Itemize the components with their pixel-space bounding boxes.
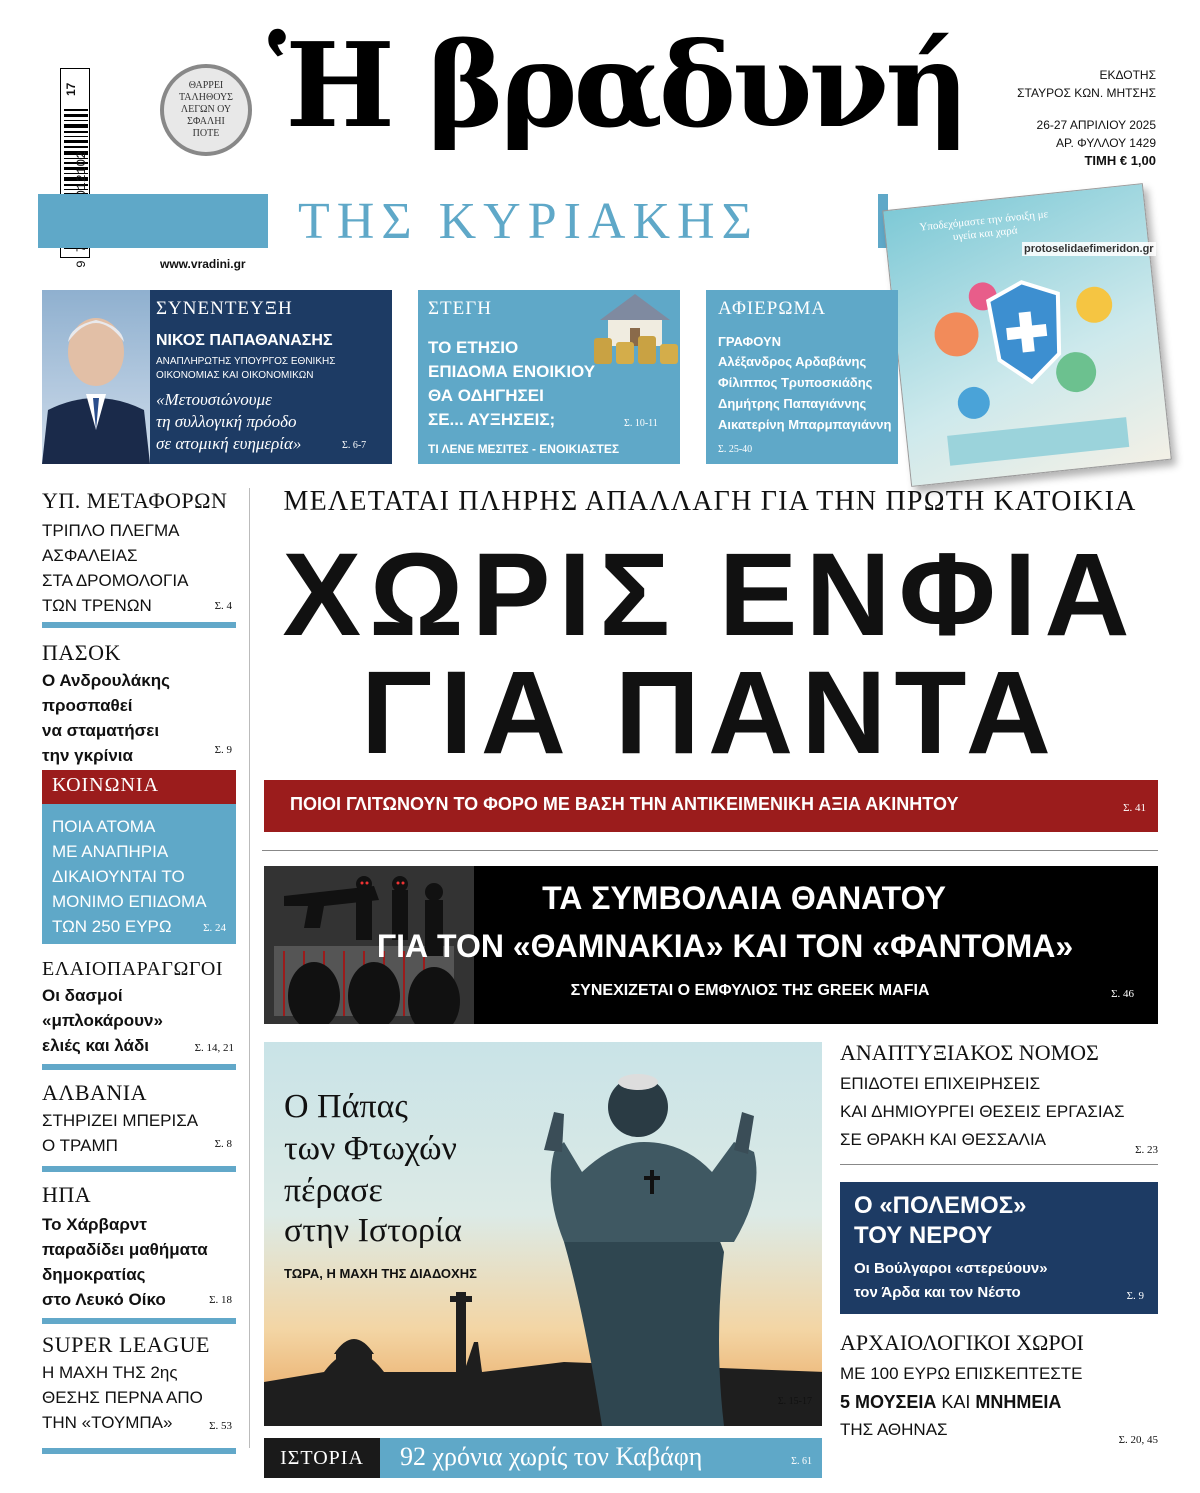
housing-line-1: ΤΟ ΕΤΗΣΙΟ (428, 338, 519, 357)
water-line-2: ΤΟΥ ΝΕΡΟΥ (854, 1222, 993, 1249)
right-dev[interactable] (840, 1040, 1158, 1154)
sidebar-albania-page: Σ. 8 (214, 1138, 232, 1150)
sidebar-superleague-head: SUPER LEAGUE (42, 1332, 210, 1357)
sidebar-pasok-head: ΠΑΣΟΚ (42, 640, 121, 665)
sidebar-albania-head: ΑΛΒΑΝΙΑ (42, 1080, 148, 1105)
issue-date: 26-27 ΑΠΡΙΛΙΟΥ 2025 (1036, 118, 1156, 132)
sidebar-olive-line: «μπλοκάρουν» (42, 1011, 163, 1030)
right-dev-head: ΑΝΑΠΤΥΞΙΑΚΟΣ ΝΟΜΟΣ (840, 1040, 1099, 1065)
sidebar-society-line: ΠΟΙΑ ΑΤΟΜΑ (52, 817, 156, 836)
sidebar-pasok[interactable] (42, 640, 236, 768)
sidebar-pasok-line: Ο Ανδρουλάκης (42, 671, 170, 690)
divider (42, 1166, 236, 1172)
tribute-writer-3: Δημήτρης Παπαγιάννης (718, 396, 867, 411)
sidebar-transport-line: ΑΣΦΑΛΕΙΑΣ (42, 546, 138, 565)
tribute-label: ΑΦΙΕΡΩΜΑ (718, 298, 827, 319)
pope-sub: ΤΩΡΑ, Η ΜΑΧΗ ΤΗΣ ΔΙΑΔΟΧΗΣ (284, 1266, 477, 1281)
website[interactable]: www.vradini.gr (160, 257, 246, 271)
sidebar-transport-line: ΣΤΑ ΔΡΟΜΟΛΟΓΙΑ (42, 571, 189, 590)
publisher-block (990, 66, 1156, 170)
right-dev-line: ΚΑΙ ΔΗΜΙΟΥΡΓΕΙ ΘΕΣΕΙΣ ΕΡΓΑΣΙΑΣ (840, 1102, 1125, 1121)
water-box[interactable] (840, 1182, 1158, 1314)
right-dev-line: ΣΕ ΘΡΑΚΗ ΚΑΙ ΘΕΣΣΑΛΙΑ (840, 1130, 1047, 1149)
sidebar-society-line: ΔΙΚΑΙΟΥΝΤΑΙ ΤΟ (52, 867, 185, 886)
interview-page: Σ. 6-7 (342, 440, 367, 451)
mafia-line-1: ΤΑ ΣΥΜΒΟΛΑΙΑ ΘΑΝΑΤΟΥ (542, 880, 946, 916)
sidebar-olive-page: Σ. 14, 21 (194, 1042, 234, 1054)
mafia-box[interactable] (264, 866, 1158, 1024)
magazine-promo[interactable] (882, 183, 1172, 487)
sidebar-society-head: ΚΟΙΝΩΝΙΑ (42, 770, 236, 804)
sidebar-usa-page: Σ. 18 (209, 1294, 232, 1306)
red-bar-text: ΠΟΙΟΙ ΓΛΙΤΩΝΟΥΝ ΤΟ ΦΟΡΟ ΜΕ ΒΑΣΗ ΤΗΝ ΑΝΤΙΚΕΙΜΕΝΙΚΗ ΑΞΙΑ ΑΚΙΝΗΤΟΥ (290, 794, 959, 814)
sidebar-society-page: Σ. 24 (203, 922, 226, 934)
water-sub-1: Οι Βούλγαροι «στερεύουν» (854, 1260, 1048, 1277)
publisher-name: ΣΤΑΥΡΟΣ ΚΩΝ. ΜΗΤΣΗΣ (1017, 86, 1156, 100)
right-arch[interactable] (840, 1330, 1158, 1444)
sidebar-superleague[interactable] (42, 1332, 236, 1435)
housing-label: ΣΤΕΓΗ (428, 298, 492, 319)
water-line-1: Ο «ΠΟΛΕΜΟΣ» (854, 1192, 1027, 1219)
right-arch-line-3: ΤΗΣ ΑΘΗΝΑΣ (840, 1420, 948, 1439)
politician-photo (42, 290, 150, 464)
right-arch-bold-2: ΜΝΗΜΕΙΑ (975, 1392, 1062, 1412)
magazine-cover-text: Υποδεχόμαστε την άνοιξη με υγεία και χαρά (918, 208, 1049, 244)
pope-line-2: των Φτωχών (284, 1130, 457, 1167)
price: ΤΙΜΗ € 1,00 (1084, 153, 1156, 168)
mafia-line-2: ΓΙΑ ΤΟΝ «ΘΑΜΝΑΚΙΑ» ΚΑΙ ΤΟΝ «ΦΑΝΤΟΜΑ» (376, 928, 1074, 964)
tribute-writer-2: Φίλιππος Τρυποσκιάδης (718, 375, 873, 390)
sidebar-society[interactable] (42, 770, 236, 944)
right-arch-page: Σ. 20, 45 (1118, 1434, 1158, 1446)
right-dev-page: Σ. 23 (1135, 1144, 1158, 1156)
mafia-page: Σ. 46 (1111, 988, 1134, 1000)
tribute-page: Σ. 25-40 (718, 444, 753, 455)
housing-footer: ΤΙ ΛΕΝΕ ΜΕΣΙΤΕΣ - ΕΝΟΙΚΙΑΣΤΕΣ (428, 442, 620, 456)
divider (42, 1448, 236, 1454)
right-arch-mid: ΚΑΙ (936, 1392, 976, 1412)
water-sub-2: τον Άρδα και τον Νέστο (854, 1284, 1021, 1301)
sidebar-transport-head: ΥΠ. ΜΕΤΑΦΟΡΩΝ (42, 488, 228, 513)
housing-line-2: ΕΠΙΔΟΜΑ ΕΝΟΙΚΙΟΥ (428, 362, 596, 381)
history-label: ΙΣΤΟΡΙΑ (264, 1438, 380, 1478)
health-shield-icon (883, 184, 1172, 487)
right-dev-line: ΕΠΙΔΟΤΕΙ ΕΠΙΧΕΙΡΗΣΕΙΣ (840, 1074, 1041, 1093)
headline-line-2: ΓΙΑ ΠΑΝΤΑ (361, 647, 1059, 779)
sidebar-albania-line: ΣΤΗΡΙΖΕΙ ΜΠΕΡΙΣΑ (42, 1111, 199, 1130)
issue-mark: 17 (64, 82, 78, 96)
sidebar-olive[interactable] (42, 958, 236, 1058)
sidebar-superleague-page: Σ. 53 (209, 1420, 232, 1432)
sidebar-usa-head: ΗΠΑ (42, 1182, 92, 1207)
interview-role-2: ΟΙΚΟΝΟΜΙΑΣ ΚΑΙ ΟΙΚΟΝΟΜΙΚΩΝ (156, 370, 314, 381)
history-page: Σ. 61 (791, 1456, 812, 1467)
interview-quote-1: «Μετουσιώνουμε (156, 390, 272, 409)
sidebar-transport-page: Σ. 4 (214, 600, 232, 612)
issue-number: ΑΡ. ΦΥΛΛΟΥ 1429 (1056, 136, 1156, 150)
mafia-sub: ΣΥΝΕΧΙΖΕΤΑΙ Ο ΕΜΦΥΛΙΟΣ ΤΗΣ GREEK MAFIA (570, 982, 930, 999)
housing-box[interactable] (418, 290, 680, 464)
sidebar-usa[interactable] (42, 1182, 236, 1312)
masthead-subtitle: ΤΗΣ ΚΥΡΙΑΚΗΣ (298, 193, 759, 250)
interview-role-1: ΑΝΑΠΛΗΡΩΤΗΣ ΥΠΟΥΡΓΟΣ ΕΘΝΙΚΗΣ (156, 356, 336, 367)
interview-quote-3: σε ατομική ευημερία» (156, 434, 302, 453)
sidebar-pasok-line: να σταματήσει (42, 721, 160, 740)
masthead-title: Ἡ βραδυνή (268, 18, 966, 154)
sidebar-pasok-line: την γκρίνια (42, 746, 133, 765)
divider (262, 850, 1158, 851)
sidebar-society-line: ΜΟΝΙΜΟ ΕΠΙΔΟΜΑ (52, 892, 207, 911)
headline-red-bar[interactable] (264, 780, 1158, 832)
interview-label: ΣΥΝΕΝΤΕΥΞΗ (156, 298, 293, 319)
publisher-label: ΕΚΔΟΤΗΣ (1099, 68, 1156, 82)
right-arch-line-2 (840, 1388, 1158, 1416)
headline-kicker: ΜΕΛΕΤΑΤΑΙ ΠΛΗΡΗΣ ΑΠΑΛΛΑΓΗ ΓΙΑ ΤΗΝ ΠΡΩΤΗ ΚΑΤΟΙΚΙΑ (283, 486, 1137, 517)
housing-line-3: ΘΑ ΟΔΗΓΗΣΕΙ (428, 386, 544, 405)
coin-seal (160, 64, 252, 156)
watermark: protoselidaefimeridon.gr (1024, 243, 1154, 255)
divider (42, 1318, 236, 1324)
sidebar-olive-line: ελιές και λάδι (42, 1036, 150, 1055)
interview-name: ΝΙΚΟΣ ΠΑΠΑΘΑΝΑΣΗΣ (156, 332, 333, 349)
tribute-writer-4: Αικατερίνη Μπαρμπαγιάννη (718, 417, 892, 432)
column-rule (249, 488, 250, 1448)
pope-line-4: στην Ιστορία (284, 1212, 462, 1249)
sidebar-transport[interactable] (42, 488, 236, 618)
sidebar-usa-line: δημοκρατίας (42, 1265, 146, 1284)
divider (42, 1064, 236, 1070)
housing-line-4: ΣΕ... ΑΥΞΗΣΕΙΣ; (428, 410, 556, 429)
pope-page: Σ. 15-17 (777, 1396, 812, 1407)
right-arch-head: ΑΡΧΑΙΟΛΟΓΙΚΟΙ ΧΩΡΟΙ (840, 1330, 1084, 1355)
sidebar-superleague-line: Η ΜΑΧΗ ΤΗΣ 2ης (42, 1363, 178, 1382)
sidebar-society-line: ΤΩΝ 250 ΕΥΡΩ (52, 917, 172, 936)
sidebar-pasok-line: προσπαθεί (42, 696, 133, 715)
right-arch-line-1: ΜΕ 100 ΕΥΡΩ ΕΠΙΣΚΕΠΤΕΣΤΕ (840, 1364, 1083, 1383)
sidebar-olive-line: Οι δασμοί (42, 986, 123, 1005)
history-bar[interactable] (264, 1438, 822, 1478)
pope-box[interactable] (264, 1042, 822, 1426)
tribute-writer-1: Αλέξανδρος Αρδαβάνης (718, 354, 867, 369)
right-arch-bold-1: 5 ΜΟΥΣΕΙΑ (840, 1392, 937, 1412)
pope-line-1: Ο Πάπας (284, 1088, 408, 1125)
sidebar-superleague-line: ΤΗΝ «ΤΟΥΜΠΑ» (42, 1413, 173, 1432)
sidebar-usa-line: στο Λευκό Οίκο (42, 1290, 166, 1309)
sidebar-albania-line: Ο ΤΡΑΜΠ (42, 1136, 118, 1155)
interview-quote-2: τη συλλογική πρόοδο (156, 412, 297, 431)
sidebar-transport-line: ΤΩΝ ΤΡΕΝΩΝ (42, 596, 152, 615)
sidebar-society-line: ΜΕ ΑΝΑΠΗΡΙΑ (52, 842, 169, 861)
house-coins-icon (590, 290, 680, 368)
seal-text: ΘΑΡΡΕΙ ΤΑΛΗΘΟΥΣ ΛΕΓΩΝ ΟΥ ΣΦΑΛΗΙ ΠΟΤΕ (179, 80, 233, 139)
sidebar-transport-line: ΤΡΙΠΛΟ ΠΛΕΓΜΑ (42, 521, 180, 540)
sidebar-superleague-line: ΘΕΣΗΣ ΠΕΡΝΑ ΑΠΟ (42, 1388, 203, 1407)
history-text: 92 χρόνια χωρίς τον Καβάφη (400, 1442, 703, 1471)
sidebar-olive-head: ΕΛΑΙΟΠΑΡΑΓΩΓΟΙ (42, 958, 223, 980)
sidebar-albania[interactable] (42, 1080, 236, 1158)
housing-page: Σ. 10-11 (624, 418, 658, 429)
divider (42, 622, 236, 628)
pope-line-3: πέρασε (284, 1172, 383, 1209)
tribute-writers-label: ΓΡΑΦΟΥΝ (718, 334, 782, 349)
divider (840, 1164, 1158, 1165)
sidebar-pasok-page: Σ. 9 (214, 744, 232, 756)
headline-line-1: ΧΩΡΙΣ ΕΝΦΙΑ (282, 529, 1138, 661)
red-bar-page: Σ. 41 (1123, 802, 1146, 814)
portrait-icon (42, 290, 150, 464)
sidebar-usa-line: παραδίδει μαθήματα (42, 1240, 208, 1259)
water-page: Σ. 9 (1126, 1290, 1144, 1302)
interview-box[interactable] (42, 290, 392, 464)
sidebar-usa-line: Το Χάρβαρντ (42, 1215, 147, 1234)
